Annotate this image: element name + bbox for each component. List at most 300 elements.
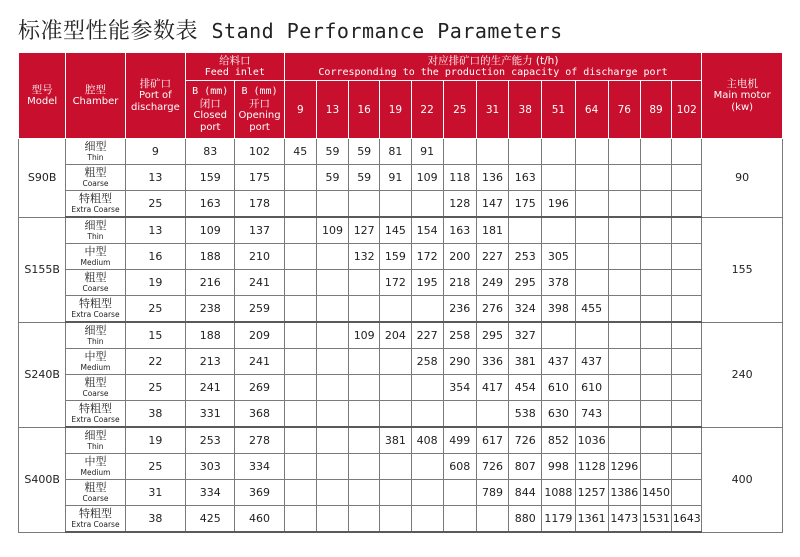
table-header bbox=[19, 53, 783, 139]
capacity-cell: 218 bbox=[443, 270, 476, 296]
capacity-cell: 175 bbox=[509, 191, 542, 218]
capacity-cell: 1361 bbox=[575, 506, 608, 533]
capacity-cell: 726 bbox=[509, 427, 542, 454]
opening-port-cell: 137 bbox=[235, 217, 284, 244]
closed-port-cell: 109 bbox=[186, 217, 235, 244]
capacity-cell bbox=[672, 401, 702, 428]
capacity-cell: 617 bbox=[476, 427, 508, 454]
chamber-cn: 中型 bbox=[84, 245, 107, 258]
closed-port-cell: 425 bbox=[186, 506, 235, 533]
opening-port-cell: 175 bbox=[235, 165, 284, 191]
capacity-cell: 59 bbox=[349, 139, 380, 165]
capacity-cell bbox=[349, 191, 380, 218]
capacity-cell bbox=[443, 480, 476, 506]
chamber-en: Coarse bbox=[82, 179, 109, 188]
capacity-cell bbox=[640, 165, 671, 191]
capacity-cell bbox=[608, 165, 640, 191]
discharge-port-cell: 9 bbox=[125, 139, 185, 165]
capacity-cell: 109 bbox=[411, 165, 443, 191]
opening-port-cell: 210 bbox=[235, 244, 284, 270]
capacity-cell: 378 bbox=[542, 270, 575, 296]
capacity-cell: 227 bbox=[476, 244, 508, 270]
capacity-cell: 195 bbox=[411, 270, 443, 296]
capacity-cell bbox=[608, 217, 640, 244]
capacity-cell bbox=[316, 322, 348, 349]
table-row bbox=[19, 349, 783, 375]
capacity-cell bbox=[672, 139, 702, 165]
capacity-cell: 91 bbox=[380, 165, 411, 191]
capacity-cell: 324 bbox=[509, 296, 542, 323]
capacity-cell bbox=[411, 296, 443, 323]
capacity-cell: 538 bbox=[509, 401, 542, 428]
capacity-cell: 204 bbox=[380, 322, 411, 349]
capacity-cell bbox=[316, 375, 348, 401]
capacity-cell bbox=[575, 322, 608, 349]
header-chamber: 腔型 Chamber bbox=[66, 53, 125, 139]
chamber-cell bbox=[66, 401, 125, 428]
capacity-cell bbox=[608, 322, 640, 349]
capacity-cell bbox=[380, 401, 411, 428]
capacity-cell: 196 bbox=[542, 191, 575, 218]
header-discharge-col: 25 bbox=[443, 81, 476, 139]
chamber-cn: 细型 bbox=[84, 140, 107, 153]
capacity-cell bbox=[509, 217, 542, 244]
capacity-cell bbox=[316, 296, 348, 323]
capacity-cell bbox=[608, 270, 640, 296]
discharge-port-cell: 25 bbox=[125, 375, 185, 401]
opening-port-cell: 241 bbox=[235, 270, 284, 296]
header-opening-port: B (mm) 开口 Opening port bbox=[235, 81, 284, 139]
table-body bbox=[19, 139, 783, 533]
table-row bbox=[19, 427, 783, 454]
capacity-cell: 91 bbox=[411, 139, 443, 165]
chamber-cn: 特粗型 bbox=[78, 297, 112, 310]
opening-port-cell: 178 bbox=[235, 191, 284, 218]
motor-cell: 90 bbox=[702, 139, 783, 218]
discharge-port-cell: 13 bbox=[125, 165, 185, 191]
capacity-cell: 437 bbox=[542, 349, 575, 375]
chamber-cn: 特粗型 bbox=[78, 402, 112, 415]
capacity-cell: 295 bbox=[509, 270, 542, 296]
capacity-cell: 398 bbox=[542, 296, 575, 323]
capacity-cell bbox=[349, 401, 380, 428]
capacity-cell: 258 bbox=[443, 322, 476, 349]
chamber-en: Thin bbox=[87, 337, 104, 346]
capacity-cell bbox=[284, 165, 316, 191]
capacity-cell: 172 bbox=[411, 244, 443, 270]
closed-port-cell: 213 bbox=[186, 349, 235, 375]
discharge-port-cell: 16 bbox=[125, 244, 185, 270]
capacity-cell bbox=[608, 427, 640, 454]
discharge-port-cell: 25 bbox=[125, 454, 185, 480]
capacity-cell bbox=[349, 506, 380, 533]
discharge-port-cell: 22 bbox=[125, 349, 185, 375]
capacity-cell bbox=[284, 322, 316, 349]
chamber-cn: 粗型 bbox=[84, 481, 107, 494]
capacity-cell: 227 bbox=[411, 322, 443, 349]
motor-cell: 155 bbox=[702, 217, 783, 322]
chamber-en: Coarse bbox=[82, 284, 109, 293]
capacity-cell: 1036 bbox=[575, 427, 608, 454]
chamber-cell bbox=[66, 296, 125, 323]
capacity-cell bbox=[672, 217, 702, 244]
closed-port-cell: 188 bbox=[186, 322, 235, 349]
capacity-cell: 109 bbox=[349, 322, 380, 349]
capacity-cell: 132 bbox=[349, 244, 380, 270]
capacity-cell bbox=[640, 270, 671, 296]
capacity-cell: 354 bbox=[443, 375, 476, 401]
capacity-cell bbox=[284, 375, 316, 401]
capacity-cell bbox=[672, 244, 702, 270]
capacity-cell bbox=[316, 270, 348, 296]
capacity-cell bbox=[284, 401, 316, 428]
capacity-cell bbox=[542, 165, 575, 191]
capacity-cell: 852 bbox=[542, 427, 575, 454]
capacity-cell: 630 bbox=[542, 401, 575, 428]
capacity-cell bbox=[476, 506, 508, 533]
header-discharge-col: 22 bbox=[411, 81, 443, 139]
table-row bbox=[19, 244, 783, 270]
capacity-cell bbox=[542, 217, 575, 244]
discharge-port-cell: 15 bbox=[125, 322, 185, 349]
chamber-cn: 特粗型 bbox=[78, 507, 112, 520]
header-closed-port: B (mm) 闭口 Closed port bbox=[186, 81, 235, 139]
capacity-cell: 109 bbox=[316, 217, 348, 244]
capacity-cell bbox=[575, 244, 608, 270]
page-title bbox=[18, 14, 563, 44]
header-model: 型号 Model bbox=[19, 53, 66, 139]
capacity-cell bbox=[640, 322, 671, 349]
chamber-en: Medium bbox=[80, 363, 111, 372]
capacity-cell bbox=[316, 454, 348, 480]
capacity-cell bbox=[640, 401, 671, 428]
opening-port-cell: 269 bbox=[235, 375, 284, 401]
chamber-cell bbox=[66, 427, 125, 454]
closed-port-cell: 216 bbox=[186, 270, 235, 296]
motor-cell: 240 bbox=[702, 322, 783, 427]
header-discharge-col: 76 bbox=[608, 81, 640, 139]
capacity-cell: 610 bbox=[575, 375, 608, 401]
capacity-cell bbox=[316, 244, 348, 270]
chamber-en: Medium bbox=[80, 468, 111, 477]
capacity-cell bbox=[316, 480, 348, 506]
capacity-cell: 455 bbox=[575, 296, 608, 323]
chamber-cell bbox=[66, 165, 125, 191]
capacity-cell bbox=[411, 191, 443, 218]
chamber-cn: 细型 bbox=[84, 429, 107, 442]
header-discharge-col: 102 bbox=[672, 81, 702, 139]
capacity-cell: 1257 bbox=[575, 480, 608, 506]
capacity-cell bbox=[411, 480, 443, 506]
capacity-cell bbox=[608, 296, 640, 323]
model-cell: S155B bbox=[19, 217, 66, 322]
header-discharge-col: 38 bbox=[509, 81, 542, 139]
capacity-cell bbox=[284, 480, 316, 506]
closed-port-cell: 241 bbox=[186, 375, 235, 401]
table-row bbox=[19, 506, 783, 533]
capacity-cell bbox=[608, 401, 640, 428]
chamber-cn: 中型 bbox=[84, 455, 107, 468]
chamber-cn: 粗型 bbox=[84, 166, 107, 179]
capacity-cell bbox=[640, 349, 671, 375]
capacity-cell: 437 bbox=[575, 349, 608, 375]
capacity-cell bbox=[542, 139, 575, 165]
capacity-cell bbox=[672, 480, 702, 506]
capacity-cell bbox=[575, 217, 608, 244]
capacity-cell bbox=[284, 349, 316, 375]
capacity-cell bbox=[316, 349, 348, 375]
capacity-cell: 726 bbox=[476, 454, 508, 480]
capacity-cell bbox=[640, 244, 671, 270]
capacity-cell: 253 bbox=[509, 244, 542, 270]
capacity-cell: 163 bbox=[443, 217, 476, 244]
capacity-cell: 381 bbox=[509, 349, 542, 375]
chamber-cell bbox=[66, 375, 125, 401]
capacity-cell: 236 bbox=[443, 296, 476, 323]
capacity-cell: 81 bbox=[380, 139, 411, 165]
chamber-cell bbox=[66, 349, 125, 375]
capacity-cell bbox=[640, 427, 671, 454]
capacity-cell: 1088 bbox=[542, 480, 575, 506]
capacity-cell bbox=[316, 401, 348, 428]
closed-port-cell: 159 bbox=[186, 165, 235, 191]
chamber-en: Medium bbox=[80, 258, 111, 267]
capacity-cell: 454 bbox=[509, 375, 542, 401]
capacity-cell: 59 bbox=[316, 165, 348, 191]
capacity-cell: 608 bbox=[443, 454, 476, 480]
capacity-cell bbox=[608, 191, 640, 218]
closed-port-cell: 83 bbox=[186, 139, 235, 165]
chamber-en: Extra Coarse bbox=[71, 310, 120, 319]
capacity-cell bbox=[672, 375, 702, 401]
table-row bbox=[19, 217, 783, 244]
table-row bbox=[19, 165, 783, 191]
capacity-cell bbox=[672, 427, 702, 454]
capacity-cell bbox=[672, 191, 702, 218]
capacity-cell bbox=[349, 296, 380, 323]
capacity-cell bbox=[575, 139, 608, 165]
capacity-cell bbox=[411, 375, 443, 401]
chamber-cell bbox=[66, 480, 125, 506]
capacity-cell: 172 bbox=[380, 270, 411, 296]
table-row bbox=[19, 454, 783, 480]
capacity-cell: 998 bbox=[542, 454, 575, 480]
capacity-cell: 159 bbox=[380, 244, 411, 270]
opening-port-cell: 278 bbox=[235, 427, 284, 454]
capacity-cell bbox=[476, 401, 508, 428]
chamber-cell bbox=[66, 322, 125, 349]
capacity-cell bbox=[284, 427, 316, 454]
chamber-cn: 细型 bbox=[84, 219, 107, 232]
table-row bbox=[19, 480, 783, 506]
capacity-cell: 59 bbox=[316, 139, 348, 165]
opening-port-cell: 259 bbox=[235, 296, 284, 323]
capacity-cell bbox=[672, 270, 702, 296]
header-discharge-col: 31 bbox=[476, 81, 508, 139]
capacity-cell: 1643 bbox=[672, 506, 702, 533]
capacity-cell bbox=[411, 506, 443, 533]
chamber-cell bbox=[66, 506, 125, 533]
capacity-cell bbox=[380, 506, 411, 533]
capacity-cell bbox=[284, 191, 316, 218]
capacity-cell: 1531 bbox=[640, 506, 671, 533]
closed-port-cell: 238 bbox=[186, 296, 235, 323]
capacity-cell: 145 bbox=[380, 217, 411, 244]
capacity-cell: 327 bbox=[509, 322, 542, 349]
header-discharge-col: 64 bbox=[575, 81, 608, 139]
discharge-port-cell: 19 bbox=[125, 427, 185, 454]
capacity-cell bbox=[380, 375, 411, 401]
capacity-cell bbox=[672, 349, 702, 375]
capacity-cell: 181 bbox=[476, 217, 508, 244]
capacity-cell bbox=[476, 139, 508, 165]
capacity-cell bbox=[443, 506, 476, 533]
discharge-port-cell: 38 bbox=[125, 401, 185, 428]
discharge-port-cell: 38 bbox=[125, 506, 185, 533]
table-row bbox=[19, 270, 783, 296]
capacity-cell bbox=[411, 401, 443, 428]
capacity-cell bbox=[380, 191, 411, 218]
capacity-cell bbox=[284, 296, 316, 323]
capacity-cell: 147 bbox=[476, 191, 508, 218]
capacity-cell: 408 bbox=[411, 427, 443, 454]
capacity-cell: 59 bbox=[349, 165, 380, 191]
capacity-cell bbox=[608, 375, 640, 401]
chamber-en: Extra Coarse bbox=[71, 520, 120, 529]
capacity-cell bbox=[672, 296, 702, 323]
chamber-en: Extra Coarse bbox=[71, 415, 120, 424]
discharge-port-cell: 19 bbox=[125, 270, 185, 296]
header-feed-inlet: 给料口 Feed inlet bbox=[186, 53, 285, 81]
capacity-cell bbox=[349, 454, 380, 480]
motor-cell: 400 bbox=[702, 427, 783, 532]
header-discharge-col: 13 bbox=[316, 81, 348, 139]
capacity-cell: 1128 bbox=[575, 454, 608, 480]
chamber-cn: 粗型 bbox=[84, 376, 107, 389]
capacity-cell bbox=[284, 506, 316, 533]
capacity-cell bbox=[284, 270, 316, 296]
chamber-cell bbox=[66, 454, 125, 480]
chamber-cn: 细型 bbox=[84, 324, 107, 337]
table-row bbox=[19, 296, 783, 323]
capacity-cell: 163 bbox=[509, 165, 542, 191]
capacity-cell bbox=[608, 139, 640, 165]
capacity-cell bbox=[640, 217, 671, 244]
capacity-cell: 295 bbox=[476, 322, 508, 349]
capacity-cell bbox=[380, 349, 411, 375]
capacity-cell bbox=[349, 480, 380, 506]
capacity-cell bbox=[640, 296, 671, 323]
capacity-cell: 1450 bbox=[640, 480, 671, 506]
capacity-cell: 381 bbox=[380, 427, 411, 454]
chamber-en: Thin bbox=[87, 153, 104, 162]
capacity-cell bbox=[640, 139, 671, 165]
capacity-cell: 276 bbox=[476, 296, 508, 323]
capacity-cell bbox=[443, 139, 476, 165]
capacity-cell bbox=[284, 454, 316, 480]
closed-port-cell: 334 bbox=[186, 480, 235, 506]
capacity-cell bbox=[316, 506, 348, 533]
opening-port-cell: 334 bbox=[235, 454, 284, 480]
capacity-cell bbox=[284, 217, 316, 244]
capacity-cell: 1179 bbox=[542, 506, 575, 533]
chamber-en: Coarse bbox=[82, 389, 109, 398]
capacity-cell bbox=[608, 349, 640, 375]
capacity-cell bbox=[380, 480, 411, 506]
capacity-cell: 118 bbox=[443, 165, 476, 191]
closed-port-cell: 303 bbox=[186, 454, 235, 480]
chamber-cn: 特粗型 bbox=[78, 192, 112, 205]
model-cell: S90B bbox=[19, 139, 66, 218]
capacity-cell: 610 bbox=[542, 375, 575, 401]
capacity-cell bbox=[672, 165, 702, 191]
closed-port-cell: 188 bbox=[186, 244, 235, 270]
capacity-cell bbox=[316, 427, 348, 454]
capacity-cell: 789 bbox=[476, 480, 508, 506]
opening-port-cell: 460 bbox=[235, 506, 284, 533]
capacity-cell: 880 bbox=[509, 506, 542, 533]
capacity-cell bbox=[608, 244, 640, 270]
table-row bbox=[19, 191, 783, 218]
header-capacity: 对应排矿口的生产能力 (t/h) Corresponding to the production capacity of discharge port bbox=[284, 53, 702, 81]
discharge-port-cell: 31 bbox=[125, 480, 185, 506]
header-discharge-col: 9 bbox=[284, 81, 316, 139]
capacity-cell bbox=[542, 322, 575, 349]
chamber-cn: 中型 bbox=[84, 350, 107, 363]
capacity-cell bbox=[509, 139, 542, 165]
capacity-cell bbox=[316, 191, 348, 218]
capacity-cell bbox=[349, 349, 380, 375]
capacity-cell bbox=[672, 454, 702, 480]
opening-port-cell: 368 bbox=[235, 401, 284, 428]
capacity-cell: 200 bbox=[443, 244, 476, 270]
opening-port-cell: 209 bbox=[235, 322, 284, 349]
capacity-cell: 1296 bbox=[608, 454, 640, 480]
model-cell: S240B bbox=[19, 322, 66, 427]
capacity-cell bbox=[575, 270, 608, 296]
header-discharge-port: 排矿口 Port of discharge bbox=[125, 53, 185, 139]
opening-port-cell: 369 bbox=[235, 480, 284, 506]
discharge-port-cell: 25 bbox=[125, 191, 185, 218]
capacity-cell bbox=[443, 401, 476, 428]
capacity-cell: 249 bbox=[476, 270, 508, 296]
capacity-cell bbox=[411, 454, 443, 480]
closed-port-cell: 163 bbox=[186, 191, 235, 218]
chamber-en: Thin bbox=[87, 442, 104, 451]
capacity-cell bbox=[640, 375, 671, 401]
capacity-cell: 258 bbox=[411, 349, 443, 375]
table-row bbox=[19, 401, 783, 428]
capacity-cell bbox=[575, 165, 608, 191]
discharge-port-cell: 25 bbox=[125, 296, 185, 323]
discharge-port-cell: 13 bbox=[125, 217, 185, 244]
closed-port-cell: 253 bbox=[186, 427, 235, 454]
capacity-cell: 807 bbox=[509, 454, 542, 480]
chamber-en: Thin bbox=[87, 232, 104, 241]
model-cell: S400B bbox=[19, 427, 66, 532]
header-discharge-col: 51 bbox=[542, 81, 575, 139]
capacity-cell: 743 bbox=[575, 401, 608, 428]
capacity-cell: 136 bbox=[476, 165, 508, 191]
capacity-cell: 417 bbox=[476, 375, 508, 401]
capacity-cell: 154 bbox=[411, 217, 443, 244]
capacity-cell bbox=[380, 296, 411, 323]
chamber-en: Coarse bbox=[82, 494, 109, 503]
table-row bbox=[19, 322, 783, 349]
capacity-cell: 336 bbox=[476, 349, 508, 375]
capacity-cell bbox=[380, 454, 411, 480]
chamber-cell bbox=[66, 139, 125, 165]
